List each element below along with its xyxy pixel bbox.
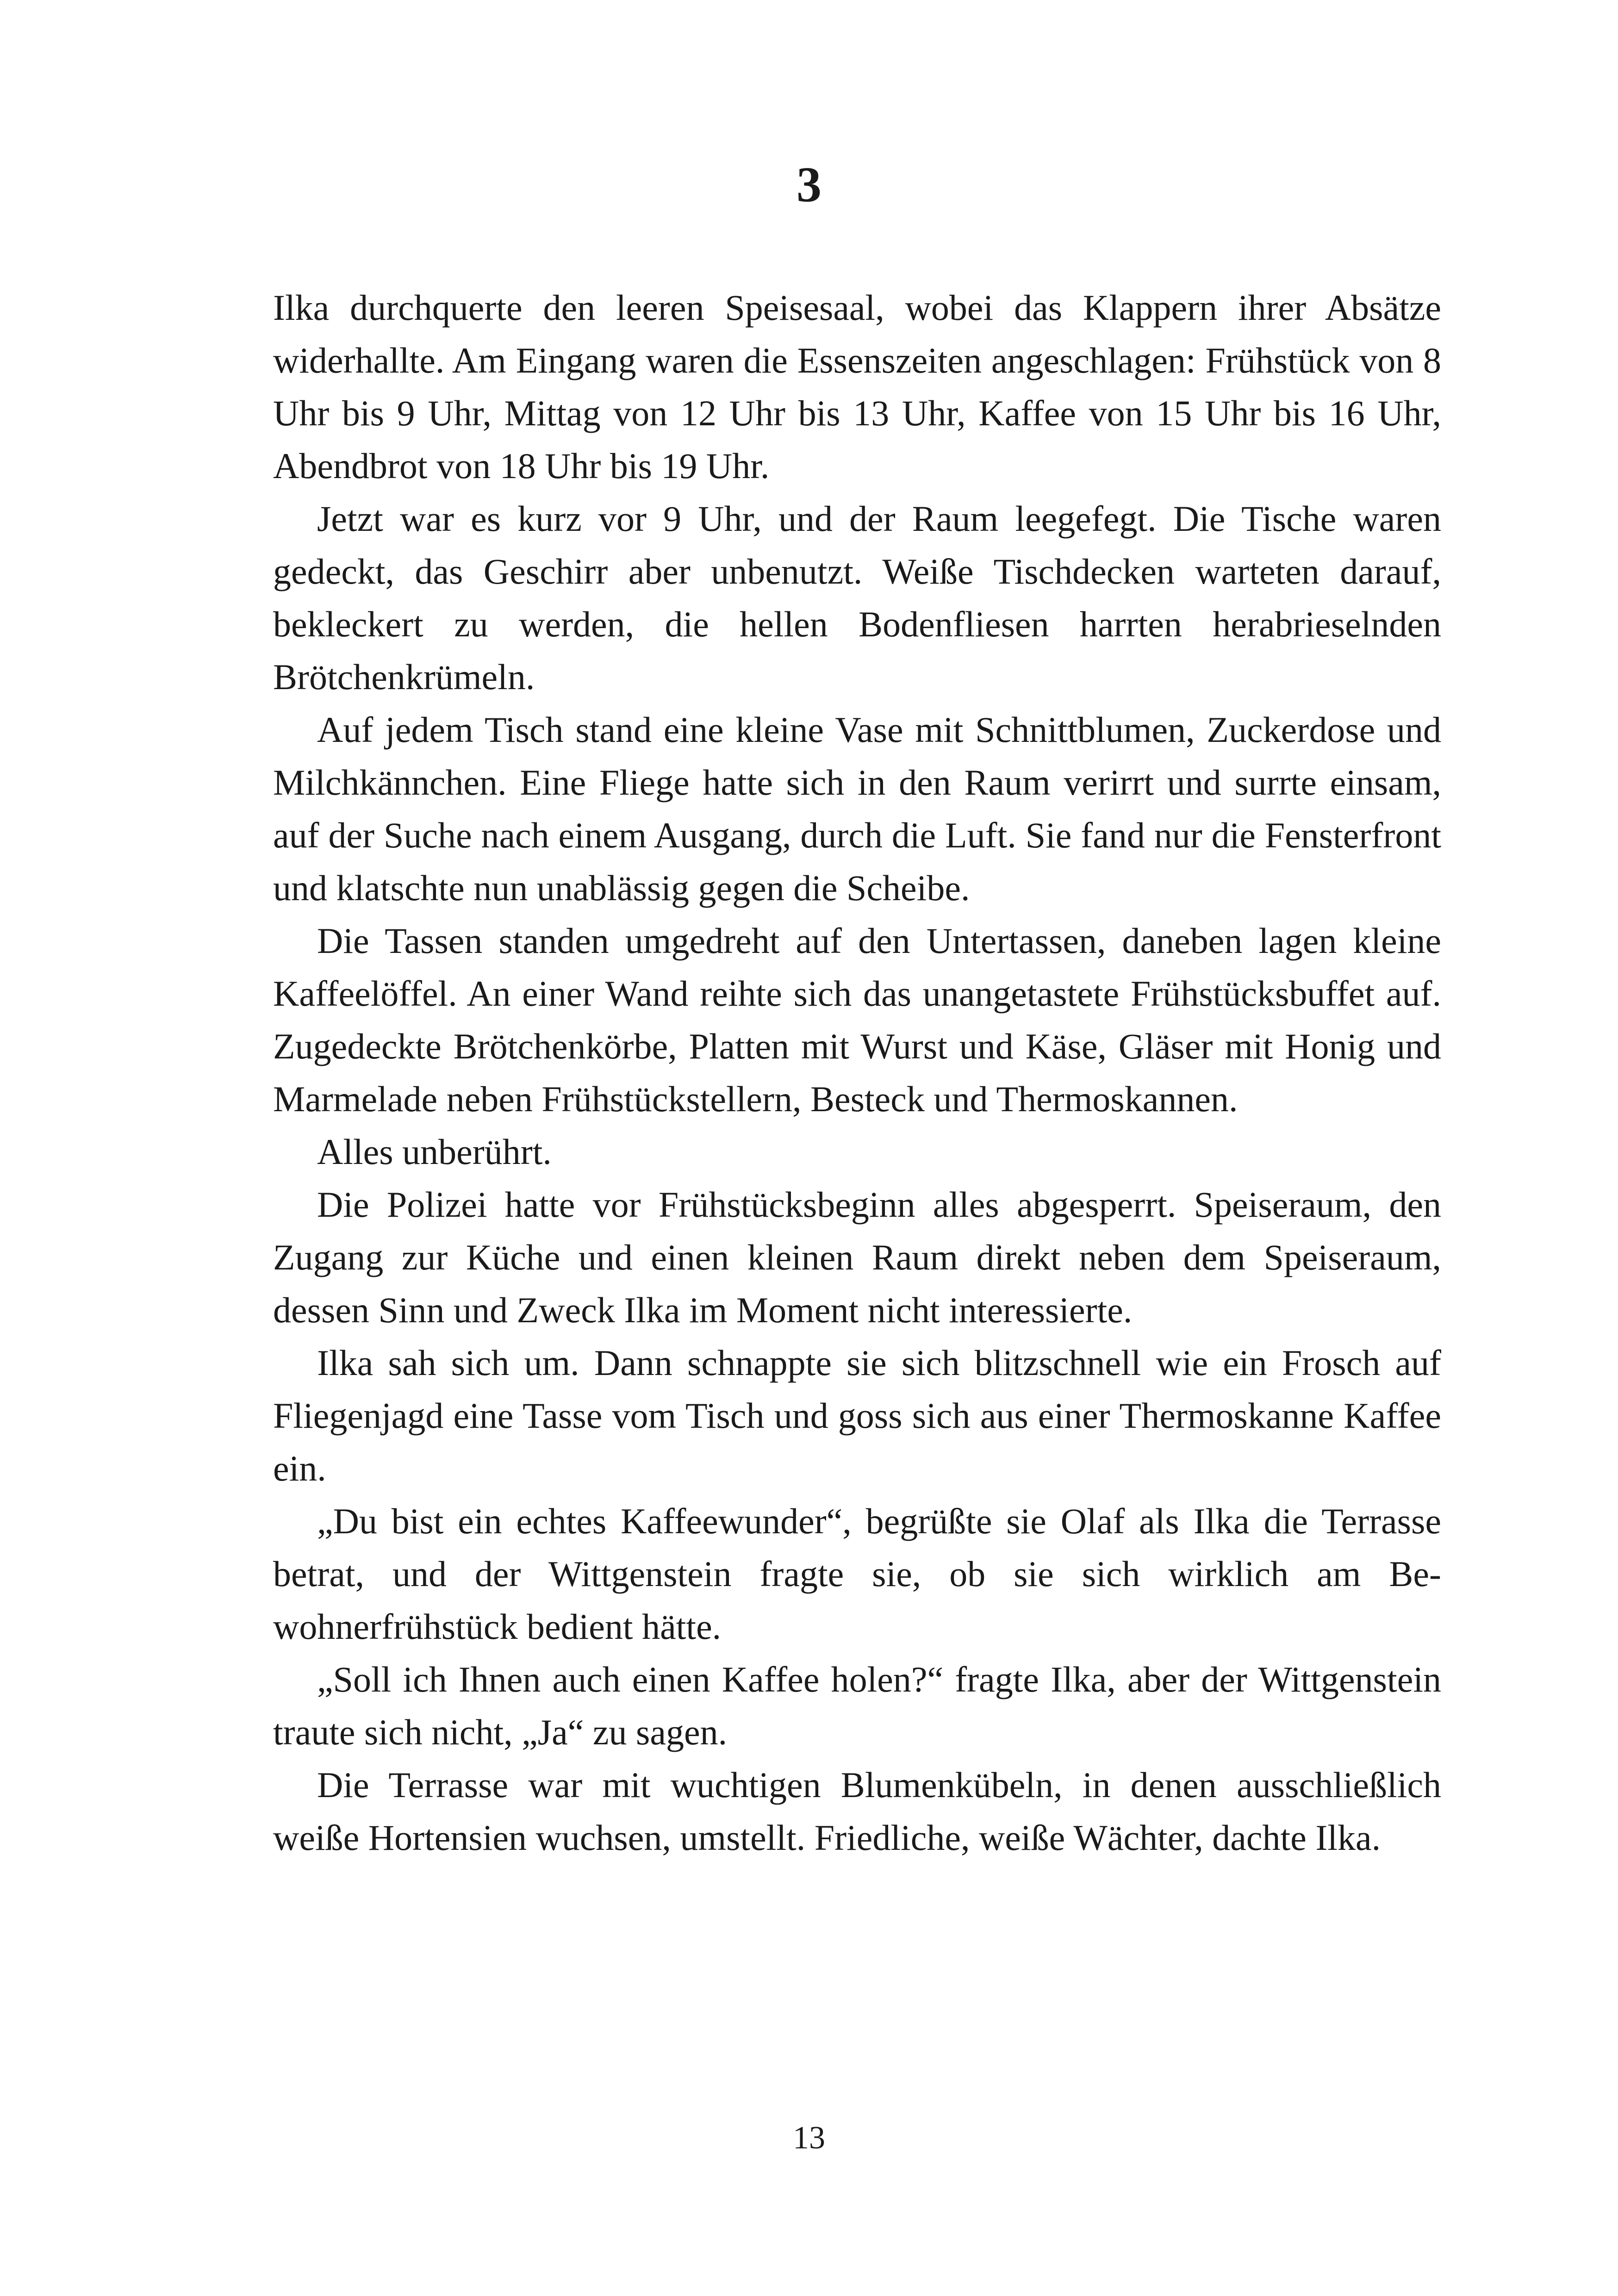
paragraph: Jetzt war es kurz vor 9 Uhr, und der Raum leegefegt. Die Tische waren gedeckt, das Geschirr aber unbenutzt. Weiße Tischdecken warteten darauf, bekleckert zu werden, die hellen Bodenfliesen harrten herabrieselnden Brötchenkrümeln. [273,498,1441,697]
paragraph: Ilka sah sich um. Dann schnappte sie sich blitzschnell wie ein Frosch auf Fliegenjagd eine Tasse vom Tisch und goss sich aus einer Thermoskanne Kaffee ein. [273,1343,1441,1488]
paragraph: Die Terrasse war mit wuchtigen Blumenkübeln, in denen ausschließlich weiße Hortensien wuchsen, umstellt. Friedliche, weiße Wächter, dachte Ilka. [273,1765,1441,1858]
chapter-number: 3 [797,157,821,212]
paragraph: Auf jedem Tisch stand eine kleine Vase mit Schnittblumen, Zuckerdose und Milchkännchen. Eine Fliege hatte sich in den Raum verirrt und surrte einsam, auf der Suche nach einem Ausgang, durch die Luft. Sie fand nur die Fensterfront und klatschte nun unablässig gegen die Scheibe. [273,709,1441,908]
paragraph: „Du bist ein echtes Kaffeewunder“, begrüßte sie Olaf als Ilka die Terrasse betrat, und der Wittgenstein fragte sie, ob sie sich wirklich am Bewohnerfrühstück bedient hätte. [273,1501,1441,1647]
paragraph: Ilka durchquerte den leeren Speisesaal, wobei das Klappern ihrer Absätze widerhallte. Am Eingang waren die Essenszeiten angeschlagen: Frühstück von 8 Uhr bis 9 Uhr, Mittag von 12 Uhr bis 13 Uhr, Kaffee von 15 Uhr bis 16 Uhr, Abendbrot von 18 Uhr bis 19 Uhr. [273,287,1441,486]
paragraph: Die Tassen standen umgedreht auf den Untertassen, daneben lagen kleine Kaffeelöffel. An einer Wand reihte sich das unangetastete Frühstücksbuffet auf. Zugedeckte Brötchenkörbe, Platten mit Wurst und Käse, Gläser mit Honig und Marmelade neben Frühstückstellern, Besteck und Thermoskannen. [273,921,1441,1119]
body-text [273,281,1441,1864]
paragraph: Alles unberührt. [317,1132,552,1172]
paragraph: Die Polizei hatte vor Frühstücksbeginn alles abgesperrt. Speiseraum, den Zugang zur Küche und einen kleinen Raum direkt neben dem Speiseraum, dessen Sinn und Zweck Ilka im Moment nicht interessierte. [273,1184,1441,1330]
page-number: 13 [793,2120,825,2156]
paragraph: „Soll ich Ihnen auch einen Kaffee holen?“ fragte Ilka, aber der Wittgenstein traute sich nicht, „Ja“ zu sagen. [273,1659,1441,1752]
